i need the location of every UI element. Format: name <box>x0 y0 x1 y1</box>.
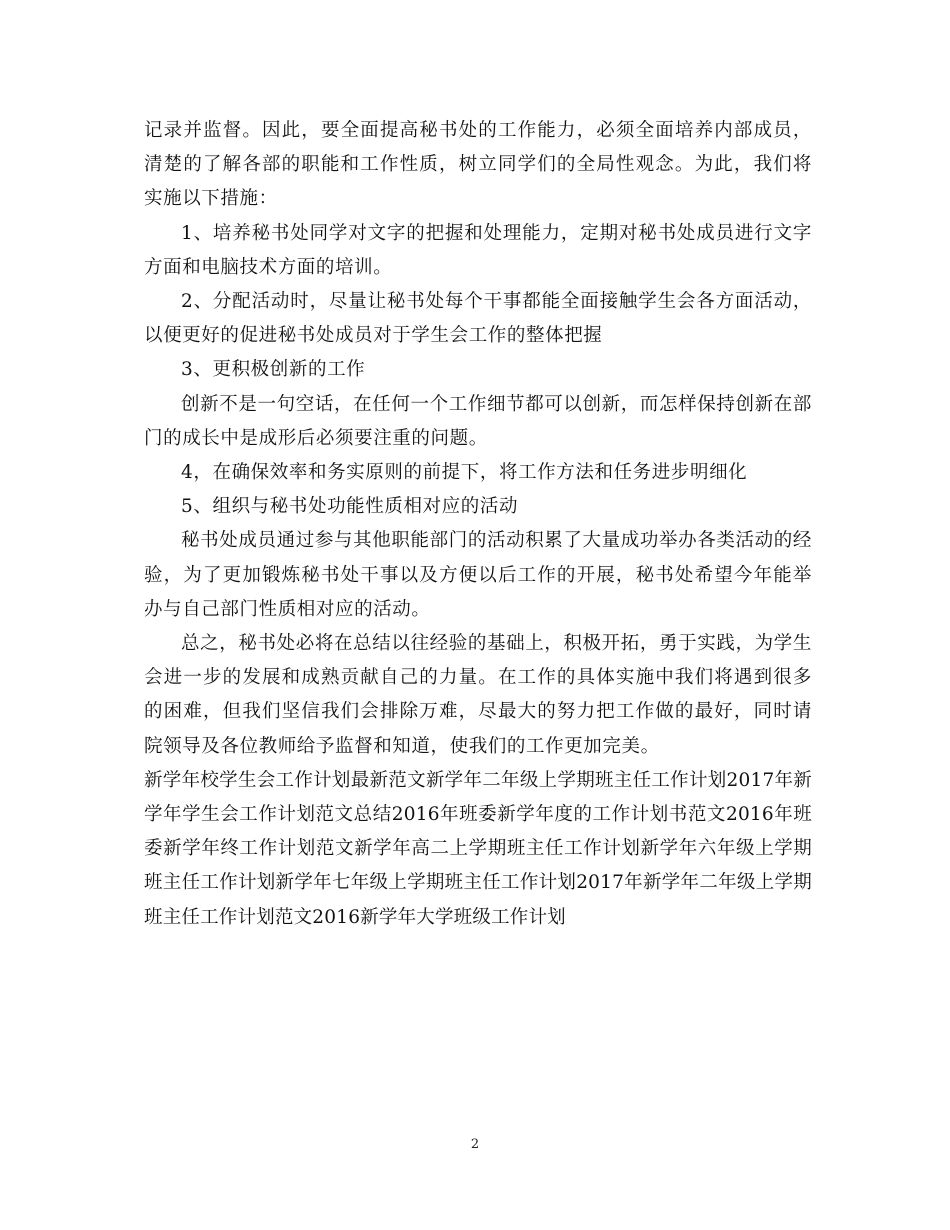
paragraph-measure-4: 4，在确保效率和务实原则的前提下，将工作方法和任务进步明细化 <box>181 462 748 484</box>
paragraph-innovation: 创新不是一句空话，在任何一个工作细节都可以创新，而怎样保持创新在部门的成长中是成形后必须要注重的问题。 <box>144 393 812 449</box>
paragraph-measure-3: 3、更积极创新的工作 <box>181 359 366 381</box>
paragraph-measure-1: 1、培养秘书处同学对文字的把握和处理能力，定期对秘书处成员进行文字方面和电脑技术方面的培训。 <box>144 222 812 278</box>
paragraph-activities: 秘书处成员通过参与其他职能部门的活动积累了大量成功举办各类活动的经验，为了更加锻炼秘书处干事以及方便以后工作的开展，秘书处希望今年能举办与自己部门性质相对应的活动。 <box>144 530 812 620</box>
paragraph-measure-2: 2、分配活动时，尽量让秘书处每个干事都能全面接触学生会各方面活动，以便更好的促进秘书处成员对于学生会工作的整体把握 <box>144 291 812 347</box>
paragraph-related-titles: 新学年校学生会工作计划最新范文新学年二年级上学期班主任工作计划2017年新学年学生会工作计划范文总结2016年班委新学年度的工作计划书范文2016年班委新学年终工作计划范文新学年高二上学期班主任工作计划新学年六年级上学期班主任工作计划新学年七年级上学期班主任工作计划2017年新学年二年级上学期班主任工作计划范文2016新学年大学班级工作计划 <box>144 769 812 928</box>
paragraph-measure-5: 5、组织与秘书处功能性质相对应的活动 <box>181 496 519 518</box>
document-body <box>144 114 812 935</box>
paragraph-conclusion: 总之，秘书处必将在总结以往经验的基础上，积极开拓，勇于实践，为学生会进一步的发展和成熟贡献自己的力量。在工作的具体实施中我们将遇到很多的困难，但我们坚信我们会排除万难，尽最大的努力把工作做的最好，同时请院领导及各位教师给予监督和知道，使我们的工作更加完美。 <box>144 633 812 757</box>
paragraph-intro-continuation: 记录并监督。因此，要全面提高秘书处的工作能力，必须全面培养内部成员，清楚的了解各部的职能和工作性质，树立同学们的全局性观念。为此，我们将实施以下措施： <box>144 120 812 210</box>
page-number: 2 <box>470 1137 480 1152</box>
